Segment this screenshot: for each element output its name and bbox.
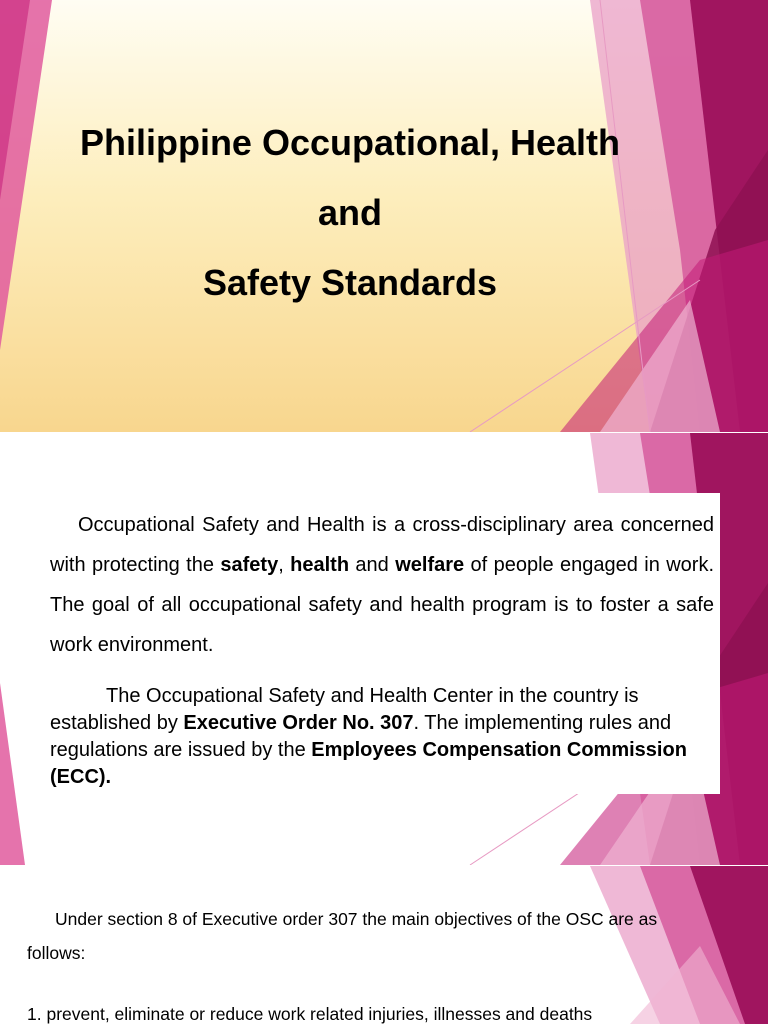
keyword-welfare: welfare xyxy=(395,554,465,576)
keyword-safety: safety xyxy=(220,554,279,576)
objectives-intro: Under section 8 of Executive order 307 the main objectives of the OSC are as follows: xyxy=(27,909,658,963)
text-box xyxy=(30,493,720,794)
slide-title xyxy=(0,0,768,432)
title-line-1: Philippine Occupational, Health xyxy=(79,122,621,163)
title-line-3: Safety Standards xyxy=(202,262,498,303)
title-line-2: and xyxy=(317,192,382,233)
ecc-ref: Employees Compensation Commission (ECC). xyxy=(50,739,687,788)
paragraph-oshc: The Occupational Safety and Health Center in the country is established by Executive Order No. 307. The implementing rules and regulations are issued by the Employees Compensation Commission (ECC). xyxy=(50,685,687,788)
paragraph-osh-definition: Occupational Safety and Health is a cross-disciplinary area concerned with protecting the safety, health and welfare of people engaged in work. The goal of all occupational safety and health program is to foster a safe work environment. xyxy=(50,514,715,656)
executive-order-ref: Executive Order No. 307 xyxy=(183,712,414,734)
slide-definition xyxy=(0,433,768,865)
slide-objectives xyxy=(0,866,768,1024)
objective-item-1: 1. prevent, eliminate or reduce work related injuries, illnesses and deaths xyxy=(27,1004,593,1024)
title-block xyxy=(0,108,700,318)
keyword-health: health xyxy=(290,554,350,576)
